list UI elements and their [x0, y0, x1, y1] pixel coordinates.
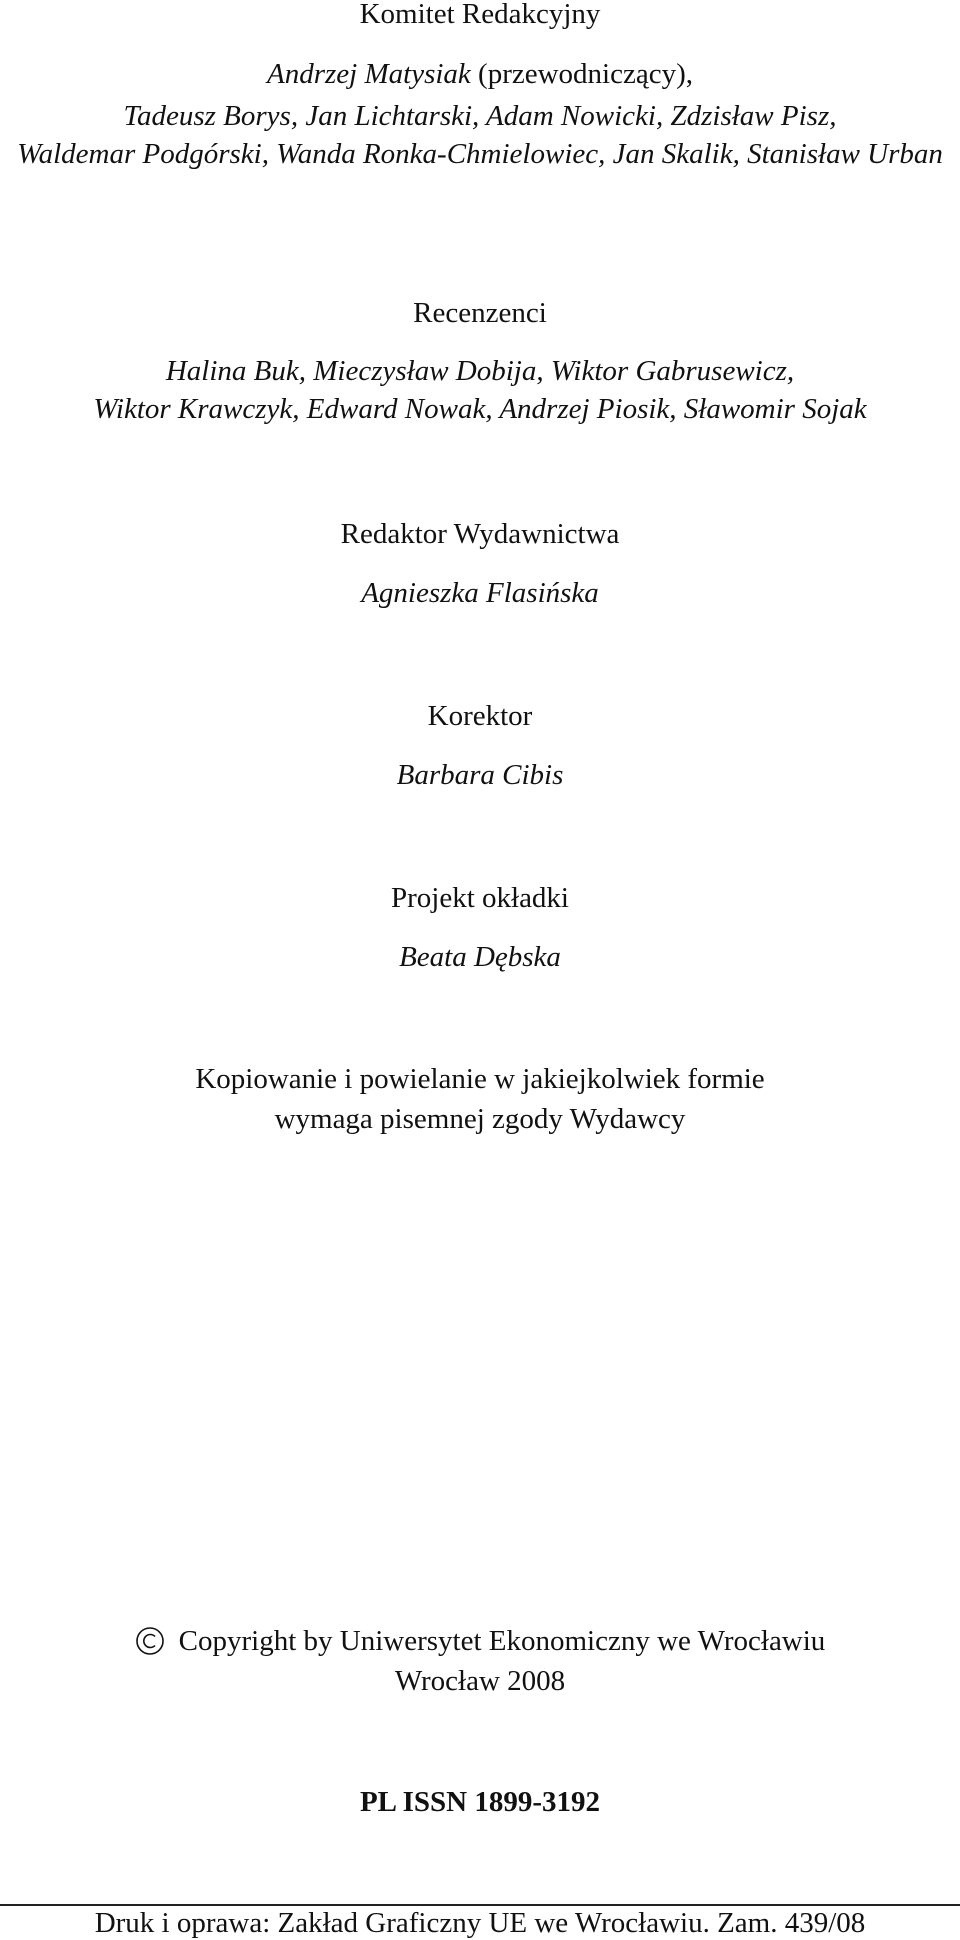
place-year: Wrocław 2008: [394, 1665, 566, 1697]
editorial-board-members-line1: Tadeusz Borys, Jan Lichtarski, Adam Nowicki, Zdzisław Pisz,: [123, 100, 837, 132]
cover-design-name: Beata Dębska: [399, 941, 561, 973]
editorial-board-chair: [0, 57, 960, 91]
publishing-editor-heading: Redaktor Wydawnictwa: [340, 518, 620, 550]
copyright-text: Copyright by Uniwersytet Ekonomiczny we Wrocławiu: [178, 1625, 826, 1657]
proofreader-heading: Korektor: [427, 700, 533, 732]
notice-line2: wymaga pisemnej zgody Wydawcy: [274, 1103, 686, 1135]
reviewers-heading: Recenzenci: [413, 297, 547, 329]
chair-role: (przewodniczący),: [478, 58, 693, 90]
editorial-board-heading: Komitet Redakcyjny: [359, 0, 601, 30]
copyright-icon: [135, 1626, 165, 1656]
cover-design-heading: Projekt okładki: [390, 882, 569, 914]
print-info: Druk i oprawa: Zakład Graficzny UE we Wrocławiu. Zam. 439/08: [94, 1907, 866, 1939]
proofreader-name: Barbara Cibis: [396, 759, 564, 791]
chair-name: Andrzej Matysiak: [267, 58, 471, 90]
reviewers-line1: Halina Buk, Mieczysław Dobija, Wiktor Gabrusewicz,: [165, 355, 795, 387]
notice-line1: Kopiowanie i powielanie w jakiejkolwiek formie: [195, 1063, 765, 1095]
editorial-board-members-line2: Waldemar Podgórski, Wanda Ronka-Chmielowiec, Jan Skalik, Stanisław Urban: [17, 138, 943, 170]
reviewers-line2: Wiktor Krawczyk, Edward Nowak, Andrzej Piosik, Sławomir Sojak: [93, 393, 867, 425]
copyright-line: [0, 1624, 960, 1664]
issn: PL ISSN 1899-3192: [359, 1786, 601, 1818]
publishing-editor-name: Agnieszka Flasińska: [361, 577, 599, 609]
